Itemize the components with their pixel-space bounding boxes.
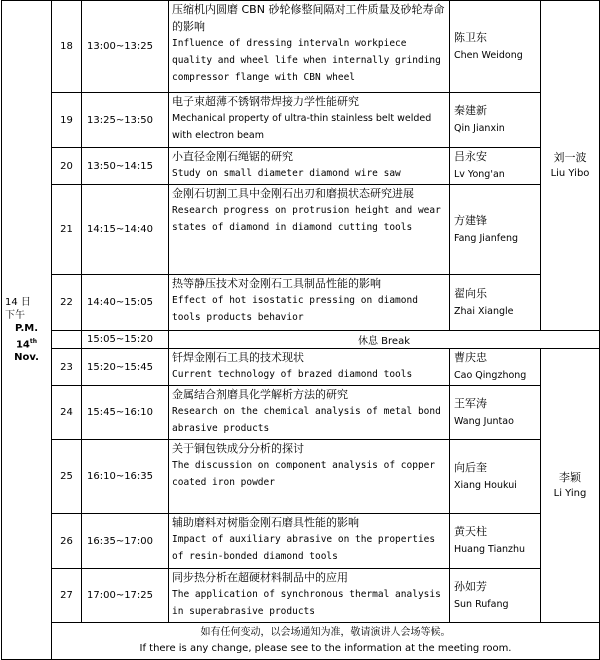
- speaker-name-en: Xiang Houkui: [454, 479, 517, 491]
- talk-title-zh: 金刚石切割工具中金刚石出刃和磨损状态研究进展: [172, 187, 414, 200]
- talk-topic: [169, 514, 450, 569]
- talk-topic: [169, 349, 450, 386]
- chair-cell: [541, 1, 600, 331]
- speaker-name-zh: 吕永安: [454, 150, 487, 163]
- talk-topic: [169, 440, 450, 514]
- speaker: [450, 148, 541, 185]
- table-row: [2, 514, 600, 569]
- chair-cell: [541, 349, 600, 623]
- speaker: [450, 1, 541, 93]
- speaker-name-zh: 向后奎: [454, 460, 487, 474]
- speaker-name-en: Chen Weidong: [454, 49, 523, 61]
- talk-topic: [169, 386, 450, 440]
- talk-number: 22: [52, 275, 82, 331]
- talk-time: 17:00~17:25: [82, 569, 169, 623]
- footer-note: [52, 623, 600, 660]
- speaker: [450, 93, 541, 148]
- table-row: [2, 569, 600, 623]
- speaker-name-zh: 孙如芳: [454, 579, 487, 593]
- schedule-table: [1, 0, 600, 660]
- talk-number: 27: [52, 569, 82, 623]
- talk-number: 26: [52, 514, 82, 569]
- speaker: [450, 386, 541, 440]
- day-cn-period: 下午: [5, 309, 25, 321]
- talk-title-zh: 关于铜包铁成分分析的探讨: [172, 442, 304, 455]
- speaker-name-en: Fang Jianfeng: [454, 232, 519, 244]
- talk-title-zh: 钎焊金刚石工具的技术现状: [172, 351, 304, 364]
- speaker-name-zh: 方建锋: [454, 213, 487, 227]
- speaker-name-en: Lv Yong'an: [454, 169, 505, 180]
- speaker-name-zh: 王军涛: [454, 396, 487, 410]
- speaker: [450, 349, 541, 386]
- speaker-name-en: Cao Qingzhong: [454, 370, 527, 381]
- talk-topic: [169, 93, 450, 148]
- speaker-name-en: Sun Rufang: [454, 598, 509, 610]
- chair-name-en: Liu Yibo: [550, 167, 590, 179]
- talk-time: 15:20~15:45: [82, 349, 169, 386]
- talk-title-en: Influence of dressing intervaln workpiece quality and wheel life when internally grinding compressor flange with CBN wheel: [172, 38, 447, 83]
- talk-time: 13:00~13:25: [82, 1, 169, 93]
- talk-title-en: Effect of hot isostatic pressing on diamond tools products behavior: [172, 295, 424, 323]
- chair-name-zh: 刘一波: [553, 150, 587, 164]
- speaker: [450, 514, 541, 569]
- talk-number: 25: [52, 440, 82, 514]
- talk-topic: [169, 185, 450, 275]
- speaker-name-zh: 秦建新: [454, 104, 487, 117]
- talk-number: 21: [52, 185, 82, 275]
- day-cell: [2, 1, 52, 660]
- talk-time: 16:10~16:35: [82, 440, 169, 514]
- speaker-name-zh: 黄天柱: [454, 525, 487, 538]
- day-cn-date: 14 日: [5, 296, 31, 308]
- footer-row: [2, 623, 600, 660]
- table-row: [2, 386, 600, 440]
- speaker: [450, 440, 541, 514]
- speaker-name-en: Wang Juntao: [454, 415, 514, 427]
- speaker-name-en: Qin Jianxin: [454, 123, 505, 134]
- talk-title-en: Current technology of brazed diamond tools: [172, 369, 413, 380]
- footer-note-en: If there is any change, please see to the information at the meeting room.: [139, 643, 512, 654]
- day-en-month: Nov.: [14, 352, 39, 364]
- talk-title-zh: 辅助磨料对树脂金刚石磨具性能的影响: [172, 516, 359, 529]
- talk-topic: [169, 569, 450, 623]
- talk-number: 18: [52, 1, 82, 93]
- break-time: 15:05~15:20: [82, 331, 169, 349]
- talk-number: 19: [52, 93, 82, 148]
- talk-time: 13:25~13:50: [82, 93, 169, 148]
- talk-topic: [169, 148, 450, 185]
- talk-number: 23: [52, 349, 82, 386]
- talk-title-en: The discussion on component analysis of copper coated iron powder: [172, 460, 436, 488]
- speaker: [450, 569, 541, 623]
- speaker-name-zh: 陈卫东: [454, 30, 487, 44]
- table-row: [2, 349, 600, 386]
- talk-title-zh: 压缩机内圆磨 CBN 砂轮修整间隔对工件质量及砂轮寿命的影响: [172, 3, 445, 33]
- talk-time: 15:45~16:10: [82, 386, 169, 440]
- talk-title-zh: 电子束超薄不锈钢带焊接力学性能研究: [172, 95, 359, 108]
- talk-title-zh: 同步热分析在超硬材料制品中的应用: [172, 571, 348, 584]
- talk-time: 14:15~14:40: [82, 185, 169, 275]
- talk-topic: [169, 275, 450, 331]
- talk-title-en: The application of synchronous thermal analysis in superabrasive products: [172, 589, 447, 617]
- table-row: [2, 1, 600, 93]
- footer-note-zh: 如有任何变动，以会场通知为准，敬请演讲人会场等候。: [200, 627, 451, 638]
- table-row: [2, 148, 600, 185]
- talk-title-zh: 热等静压技术对金刚石工具制品性能的影响: [172, 277, 381, 290]
- day-en-period: P.M.: [14, 322, 39, 334]
- talk-title-en: Impact of auxiliary abrasive on the properties of resin-bonded diamond tools: [172, 534, 441, 562]
- talk-time: 13:50~14:15: [82, 148, 169, 185]
- talk-time: 14:40~15:05: [82, 275, 169, 331]
- talk-topic: [169, 1, 450, 93]
- talk-title-en: Research progress on protrusion height and wear states of diamond in diamond cutting tools: [172, 205, 447, 233]
- table-row: [2, 185, 600, 275]
- speaker-name-zh: 翟向乐: [454, 286, 487, 300]
- talk-number: 20: [52, 148, 82, 185]
- table-row: [2, 93, 600, 148]
- talk-title-en: Research on the chemical analysis of metal bond abrasive products: [172, 406, 447, 434]
- talk-title-zh: 小直径金刚石绳锯的研究: [172, 150, 293, 163]
- speaker-name-en: Zhai Xiangle: [454, 305, 514, 317]
- talk-title-en: Mechanical property of ultra-thin stainless belt welded with electron beam: [172, 113, 435, 141]
- talk-title-zh: 金属结合剂磨具化学解析方法的研究: [172, 388, 348, 401]
- speaker-name-en: Huang Tianzhu: [454, 544, 526, 555]
- day-en-date: 14th: [15, 337, 38, 351]
- talk-number: 24: [52, 386, 82, 440]
- table-row: [2, 275, 600, 331]
- talk-title-en: Study on small diameter diamond wire saw: [172, 168, 401, 179]
- break-row: [2, 331, 600, 349]
- speaker-name-zh: 曹庆忠: [454, 351, 487, 364]
- chair-name-en: Li Ying: [553, 487, 587, 499]
- chair-name-zh: 李颖: [559, 470, 581, 484]
- break-label: 休息 Break: [169, 331, 600, 349]
- table-row: [2, 440, 600, 514]
- talk-time: 16:35~17:00: [82, 514, 169, 569]
- break-number: [52, 331, 82, 349]
- speaker: [450, 185, 541, 275]
- speaker: [450, 275, 541, 331]
